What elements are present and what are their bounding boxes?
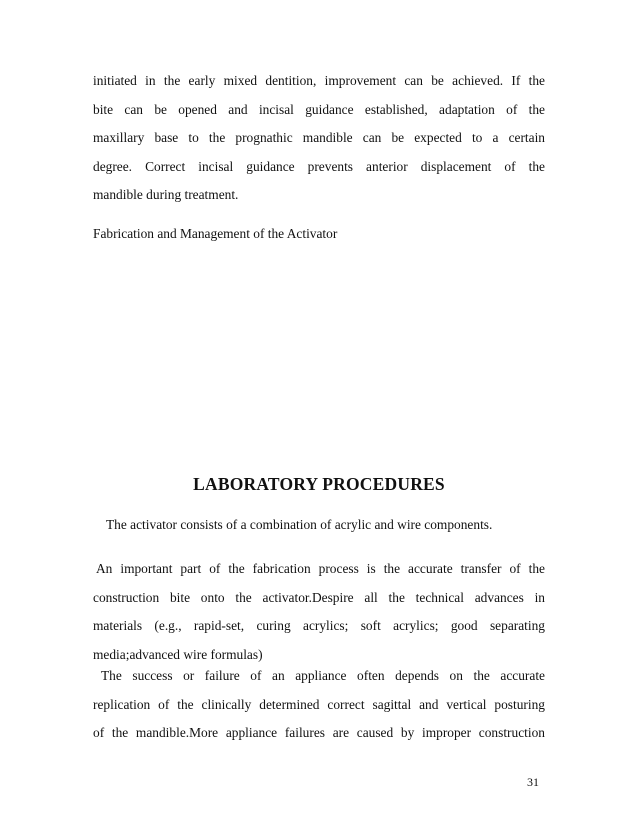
- text-line: initiated in the early mixed dentition, improvement can be achieved. If the: [93, 73, 545, 88]
- text-line: An important part of the fabrication process is the accurate transfer of the: [96, 561, 545, 576]
- text-line: media;advanced wire formulas): [93, 646, 263, 662]
- text-line: The activator consists of a combination of acrylic and wire components.: [106, 517, 493, 532]
- text-line: bite can be opened and incisal guidance established, adaptation of the: [93, 101, 545, 117]
- page-heading: LABORATORY PROCEDURES: [193, 474, 445, 494]
- paragraph-incisal-guidance: [93, 67, 545, 210]
- paragraph-appliance-success: [93, 662, 545, 748]
- text-line: degree. Correct incisal guidance prevents anterior displacement of the: [93, 158, 545, 174]
- text-line: construction bite onto the activator.Despire all the technical advances in: [93, 589, 545, 605]
- section-subheading: Fabrication and Management of the Activator: [93, 226, 338, 241]
- text-line: mandible during treatment.: [93, 187, 239, 202]
- text-line: maxillary base to the prognathic mandible can be expected to a certain: [93, 130, 545, 145]
- paragraph-construction-bite: [93, 555, 545, 669]
- page-number: 31: [527, 775, 539, 789]
- text-line: replication of the clinically determined correct sagittal and vertical posturing: [93, 696, 545, 712]
- text-line: materials (e.g., rapid-set, curing acrylics; soft acrylics; good separating: [93, 618, 545, 633]
- text-line: of the mandible.More appliance failures are caused by improper construction: [93, 725, 545, 740]
- paragraph-activator-components: [106, 511, 545, 540]
- text-line: The success or failure of an appliance often depends on the accurate: [101, 668, 545, 683]
